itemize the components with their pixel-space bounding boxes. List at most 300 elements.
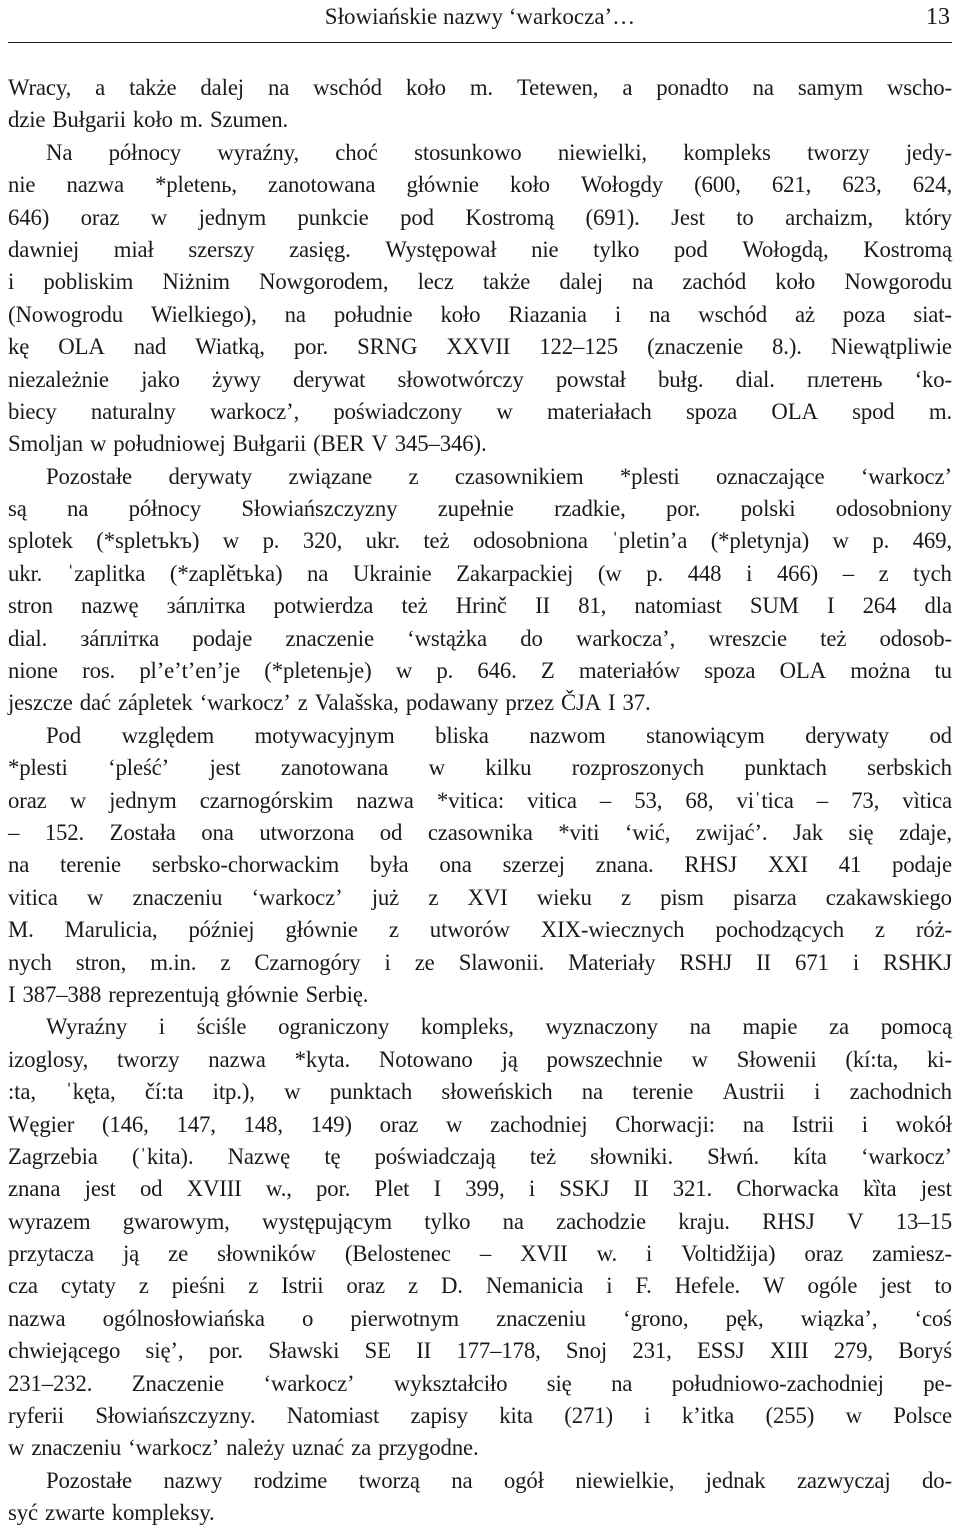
word: słoweńskich xyxy=(441,1079,553,1105)
word: ČJA xyxy=(560,690,602,716)
word: jednym xyxy=(109,787,177,813)
word: i xyxy=(614,301,622,327)
word: (*zaplětъka) xyxy=(169,560,283,586)
word: SSKJ xyxy=(559,1176,610,1202)
word: na xyxy=(307,560,329,586)
word: Riazania xyxy=(508,301,587,327)
word: zachodnich xyxy=(849,1079,952,1105)
word: Hefele. xyxy=(674,1273,741,1299)
word: Nemanicia xyxy=(485,1273,584,1299)
text-line xyxy=(8,493,952,525)
word: w xyxy=(86,884,104,910)
word: jest xyxy=(920,1176,952,1202)
word: kompleks, xyxy=(420,1014,514,1040)
text-line xyxy=(8,1076,952,1108)
word: kíta xyxy=(793,1143,827,1169)
word: pomocą xyxy=(880,1014,952,1040)
word: można xyxy=(850,658,911,684)
word: 68, xyxy=(685,787,714,813)
word: na xyxy=(632,269,654,295)
word: 231, xyxy=(632,1338,672,1364)
word: tworzą xyxy=(358,1467,420,1493)
word: w xyxy=(428,755,445,781)
word: tylko xyxy=(593,236,640,262)
word: i xyxy=(384,949,391,975)
word: jeszcze xyxy=(8,690,73,716)
word: punktach xyxy=(744,755,827,781)
word: I xyxy=(608,690,616,716)
word: 345–346). xyxy=(394,431,487,457)
word: (kí:ta, xyxy=(845,1046,899,1072)
word: Sławski xyxy=(268,1338,340,1364)
word: stron, xyxy=(75,949,127,975)
word: ją xyxy=(501,1046,518,1072)
word: odosobniony xyxy=(835,496,952,522)
word: ˈkę̣ta, xyxy=(65,1079,116,1105)
word: na xyxy=(581,1079,603,1105)
word: itp.), xyxy=(212,1079,255,1105)
word: kʼitka xyxy=(681,1403,735,1429)
word: spoza xyxy=(704,658,756,684)
word: 73, xyxy=(851,787,880,813)
word: o xyxy=(301,1305,314,1331)
word: jest xyxy=(880,1273,912,1299)
word: SUM xyxy=(749,593,799,619)
word: w xyxy=(845,1403,862,1429)
text-line xyxy=(8,849,952,881)
text-line xyxy=(8,525,952,557)
word: W xyxy=(763,1273,785,1299)
word: z xyxy=(428,884,439,910)
word: znana xyxy=(8,1176,61,1202)
word: rodzime xyxy=(253,1467,328,1493)
word: Serbię. xyxy=(305,981,369,1007)
word: m. xyxy=(928,398,952,424)
word: i xyxy=(606,1273,613,1299)
word: chwiejącego xyxy=(8,1338,121,1364)
word: 624, xyxy=(912,172,952,198)
word: pierwotnym xyxy=(350,1305,459,1331)
word: XVIII xyxy=(186,1176,242,1202)
word: względem xyxy=(121,722,215,748)
word: i xyxy=(644,1403,651,1429)
word: 177–178, xyxy=(456,1338,541,1364)
word: potwierdza xyxy=(273,593,374,619)
text-line xyxy=(8,1011,952,1043)
word: południe xyxy=(333,301,413,327)
word: przytacza xyxy=(8,1241,94,1267)
word: w xyxy=(8,1435,25,1461)
word: II xyxy=(535,593,550,619)
word: już xyxy=(371,884,400,910)
word: czasownika xyxy=(427,819,533,845)
word: jest xyxy=(209,755,241,781)
word: tworzy xyxy=(116,1046,180,1072)
word: Wielkiego), xyxy=(151,301,257,327)
word: 466) xyxy=(776,560,819,586)
word: Pod xyxy=(46,722,82,748)
word: w xyxy=(832,528,849,554)
word: 321. xyxy=(672,1176,712,1202)
text-line xyxy=(8,947,952,979)
word: zachodzie xyxy=(556,1208,646,1234)
word: Polsce xyxy=(893,1403,952,1429)
word: por. xyxy=(293,334,329,360)
word: w xyxy=(69,787,87,813)
word: m.in. xyxy=(150,949,197,975)
word: XIX-wiecznych xyxy=(540,917,685,943)
word: też xyxy=(529,1143,556,1169)
word: Na xyxy=(46,139,73,165)
word: ze xyxy=(168,1241,189,1267)
word: stanowiącym xyxy=(646,722,765,748)
word: nazwa xyxy=(8,1305,66,1331)
word: Niewątpliwie xyxy=(830,334,952,360)
word: wyznaczony xyxy=(545,1014,658,1040)
word: Kostromą xyxy=(465,204,555,230)
word: mapie xyxy=(742,1014,798,1040)
word: biecy xyxy=(8,398,57,424)
text-line xyxy=(8,1238,952,1270)
text-line xyxy=(8,817,952,849)
word: rzadkie, xyxy=(554,496,626,522)
word: się’, xyxy=(145,1338,184,1364)
text-line xyxy=(8,396,952,428)
word: wyrazem xyxy=(8,1208,91,1234)
word: *viti xyxy=(558,819,600,845)
word: OLA xyxy=(779,658,826,684)
text-line xyxy=(8,1465,952,1497)
word: Nowgorodem, xyxy=(259,269,389,295)
word: II xyxy=(633,1176,649,1202)
word: była xyxy=(369,852,409,878)
word: čí:ta xyxy=(144,1079,184,1105)
word: vitica xyxy=(8,884,58,910)
word: (271) xyxy=(564,1403,613,1429)
word: w. xyxy=(596,1241,618,1267)
word: zamiesz- xyxy=(872,1241,952,1267)
word: serbskich xyxy=(867,755,952,781)
word: samym xyxy=(797,75,863,100)
word: znana. xyxy=(595,852,654,878)
word: 469, xyxy=(912,528,952,554)
word: 387–388 xyxy=(22,981,102,1007)
word: 149) xyxy=(310,1111,352,1137)
word: зáплітка xyxy=(80,625,160,651)
word: (Nowogrodu xyxy=(8,301,124,327)
word: 279, xyxy=(833,1338,873,1364)
word: z xyxy=(388,917,399,943)
word: wreszcie xyxy=(708,625,787,651)
word: zápletek xyxy=(117,690,193,716)
text-line xyxy=(8,1335,952,1367)
body-text xyxy=(8,72,952,1530)
word: z xyxy=(138,1273,149,1299)
word: Zagrzebia xyxy=(8,1143,98,1169)
word: z xyxy=(878,560,889,586)
word: p. xyxy=(436,658,454,684)
word: punkcie xyxy=(297,204,369,230)
word: Została xyxy=(109,819,176,845)
word: Marulicia, xyxy=(64,917,158,943)
word: lecz xyxy=(417,269,454,295)
word: głównie xyxy=(285,917,358,943)
word: (ˈkita). xyxy=(131,1143,194,1169)
word: nazwa xyxy=(208,1046,266,1072)
word: ukr. xyxy=(365,528,400,554)
word: – xyxy=(599,787,612,813)
word: w xyxy=(496,398,513,424)
word: występującym xyxy=(262,1208,392,1234)
word: Występował xyxy=(385,236,497,262)
word: a xyxy=(622,75,633,100)
text-line xyxy=(8,169,952,201)
word: II xyxy=(416,1338,432,1364)
word: nione xyxy=(8,658,58,684)
word: i xyxy=(746,560,753,586)
word: 231–232. xyxy=(8,1370,93,1396)
word: 148, xyxy=(243,1111,283,1137)
word: Wyraźny xyxy=(46,1014,128,1040)
word: siat- xyxy=(913,301,952,327)
word: vitica xyxy=(527,787,577,813)
word: Voltidžija) xyxy=(681,1241,776,1267)
word: podaje xyxy=(892,852,952,878)
word: ‘warkocz’ xyxy=(128,1435,220,1461)
word: dial. xyxy=(8,625,48,651)
running-title: Słowiańskie nazwy ‘warkocza’… xyxy=(324,4,636,29)
text-line xyxy=(8,331,952,363)
word: ki- xyxy=(927,1046,952,1072)
word: Natomiast xyxy=(286,1403,380,1429)
word: *plesti xyxy=(8,755,68,781)
word: jednym xyxy=(198,204,267,230)
word: wykształciło xyxy=(393,1370,508,1396)
word: koło xyxy=(509,172,550,198)
word: koło xyxy=(440,301,481,327)
word: są xyxy=(8,496,27,522)
word: zanotowana xyxy=(280,755,389,781)
word: dalej xyxy=(559,269,603,295)
word: koło xyxy=(132,107,173,133)
word: (*pletenьje) xyxy=(264,658,372,684)
word: ona xyxy=(201,819,234,845)
word: bułg. xyxy=(657,366,704,392)
word: Materiały xyxy=(568,949,656,975)
word: ‘ko- xyxy=(914,366,952,392)
word: Wracy, xyxy=(8,75,72,100)
word: w xyxy=(691,1046,708,1072)
word: (600, xyxy=(694,172,741,198)
word: oraz xyxy=(346,1273,386,1299)
word: XVI xyxy=(467,884,508,910)
word: 399, xyxy=(465,1176,505,1202)
word: плетень xyxy=(807,366,883,392)
word: koło xyxy=(775,269,816,295)
word: Jak xyxy=(793,819,823,845)
word: m. xyxy=(469,75,493,100)
word: Z xyxy=(540,658,555,684)
word: Słowenii xyxy=(736,1046,817,1072)
word: cza xyxy=(8,1273,38,1299)
word: punktach xyxy=(329,1079,413,1105)
word: Pozostałe xyxy=(46,463,133,489)
word: nych xyxy=(8,949,52,975)
word: nie xyxy=(531,236,559,262)
text-line xyxy=(8,655,952,687)
word: rozproszonych xyxy=(571,755,705,781)
word: zasięg. xyxy=(289,236,351,262)
text-line xyxy=(8,752,952,784)
word: (146, xyxy=(101,1111,149,1137)
word: materiałach xyxy=(546,398,652,424)
word: jednak xyxy=(705,1467,766,1493)
word: z xyxy=(620,884,631,910)
word: V xyxy=(847,1208,864,1234)
word: utworów xyxy=(429,917,510,943)
word: na xyxy=(611,1370,633,1396)
text-line xyxy=(8,428,952,460)
word: 41 xyxy=(838,852,862,878)
word: reprezentują xyxy=(108,981,220,1007)
word: 621, xyxy=(771,172,812,198)
word: pieśni xyxy=(171,1273,226,1299)
word: znaczeniu xyxy=(496,1305,586,1331)
word: ESSJ xyxy=(696,1338,745,1364)
word: *vitica: xyxy=(436,787,505,813)
word: wieku xyxy=(536,884,592,910)
word: Nowgorodu xyxy=(844,269,952,295)
word: który xyxy=(904,204,952,230)
word: i xyxy=(814,1079,821,1105)
word: należy xyxy=(226,1435,285,1461)
word: vìtica xyxy=(902,787,952,813)
word: Istrii xyxy=(281,1273,324,1299)
word: Słwń. xyxy=(707,1143,759,1169)
word: zwijać’. xyxy=(695,819,768,845)
word: odosobniona xyxy=(472,528,588,554)
word: pobliskim xyxy=(43,269,134,295)
word: izoglosy, xyxy=(8,1046,89,1072)
word: za xyxy=(829,1014,850,1040)
word: na xyxy=(752,75,774,100)
word: pochodzących xyxy=(715,917,844,943)
word: od xyxy=(929,722,952,748)
word: i xyxy=(646,1241,653,1267)
text-line xyxy=(8,1497,952,1529)
word: tylko xyxy=(424,1208,471,1234)
word: ryferii xyxy=(8,1403,64,1429)
word: F. xyxy=(635,1273,652,1299)
word: plʼeʼtʼenʼje xyxy=(139,658,241,684)
word: niewielki, xyxy=(557,139,647,165)
word: 147, xyxy=(176,1111,216,1137)
running-header xyxy=(8,0,952,43)
word: wschód xyxy=(698,301,768,327)
text-line xyxy=(8,461,952,493)
word: serbsko-chorwackim xyxy=(151,852,340,878)
word: Czarnogóry xyxy=(254,949,361,975)
word: też xyxy=(401,593,428,619)
word: szerszy xyxy=(188,236,255,262)
word: Wołogdy xyxy=(581,172,663,198)
word: z xyxy=(408,1273,418,1299)
word: na xyxy=(67,496,89,522)
word: 53, xyxy=(634,787,663,813)
word: i xyxy=(8,269,15,295)
word: (*spletъkъ) xyxy=(96,528,200,554)
word: oraz xyxy=(804,1241,844,1267)
word: ‘pleść’ xyxy=(108,755,170,781)
word: słowników xyxy=(217,1241,316,1267)
word: tę xyxy=(324,1143,341,1169)
word: (255) xyxy=(765,1403,815,1429)
word: i xyxy=(158,1014,165,1040)
word: *pletenь, xyxy=(155,172,237,198)
text-line xyxy=(8,104,952,136)
word: Snoj xyxy=(565,1338,608,1364)
word: zapisy xyxy=(410,1403,468,1429)
word: wokół xyxy=(895,1111,952,1137)
word: oznaczające xyxy=(716,463,825,489)
word: RHSJ xyxy=(762,1208,815,1234)
word: pe- xyxy=(923,1370,952,1396)
word: derywaty xyxy=(168,463,253,489)
word: m. xyxy=(179,107,203,133)
word: szerzej xyxy=(502,852,565,878)
word: ograniczony xyxy=(278,1014,390,1040)
word: wscho- xyxy=(886,75,952,100)
word: kilku xyxy=(485,755,532,781)
word: SE xyxy=(364,1338,391,1364)
word: Słowiańszczyzny. xyxy=(95,1403,256,1429)
word: 37. xyxy=(622,690,651,716)
word: 81, xyxy=(578,593,607,619)
word: później xyxy=(188,917,255,943)
text-line xyxy=(8,72,952,104)
word: Znaczenie xyxy=(131,1370,225,1396)
word: jako xyxy=(141,366,180,392)
word: (691). xyxy=(585,204,640,230)
word: ‘grono, xyxy=(623,1305,689,1331)
word: powstał xyxy=(555,366,626,392)
word: związane xyxy=(288,463,373,489)
word: terenie xyxy=(632,1079,694,1105)
word: Jest xyxy=(671,204,705,230)
word: dla xyxy=(924,593,952,619)
text-line xyxy=(8,590,952,622)
text-line xyxy=(8,914,952,946)
word: – xyxy=(479,1241,492,1267)
word: p. xyxy=(872,528,890,554)
word: czasownikiem xyxy=(454,463,584,489)
word: ona xyxy=(439,852,472,878)
word: 13–15 xyxy=(895,1208,952,1234)
word: i xyxy=(852,949,859,975)
text-line xyxy=(8,1109,952,1141)
word: ogólnosłowiańska xyxy=(102,1305,265,1331)
word: czarnogórskim xyxy=(199,787,334,813)
text-line xyxy=(8,785,952,817)
word: nie xyxy=(8,172,36,198)
word: znaczeniu xyxy=(31,1435,122,1461)
word: południowej xyxy=(113,431,226,457)
word: ściśle xyxy=(196,1014,247,1040)
word: z xyxy=(874,917,885,943)
word: ‘wstążka xyxy=(407,625,487,651)
word: Wołogdą, xyxy=(742,236,829,262)
word: Pozostałe xyxy=(46,1467,133,1493)
